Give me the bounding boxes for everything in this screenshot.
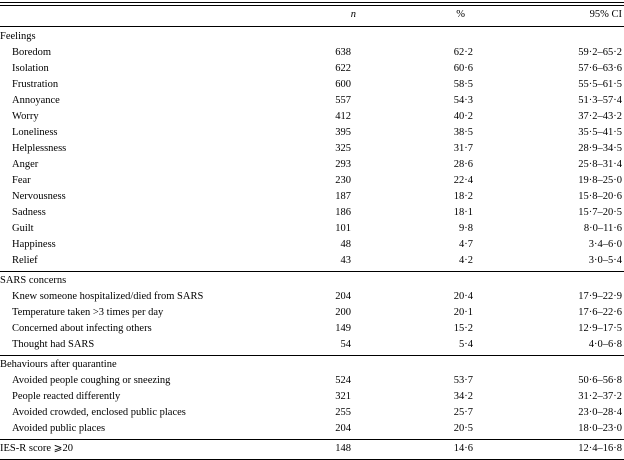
row-ci: 15·8–20·6 [578,191,622,202]
row-ci: 28·9–34·5 [578,143,622,154]
row-n: 622 [335,63,351,74]
row-ci: 19·8–25·0 [578,175,622,186]
row-percent: 53·7 [453,375,473,386]
row-percent: 22·4 [453,175,473,186]
row-ci: 17·9–22·9 [578,291,622,302]
table-row [0,45,624,61]
row-n: 325 [335,143,351,154]
row-n: 148 [335,443,351,454]
table-row [0,321,624,337]
row-ci: 12·4–16·8 [578,443,622,454]
row-percent: 18·2 [453,191,473,202]
table-row [0,173,624,189]
row-label: Relief [12,255,38,266]
row-n: 293 [335,159,351,170]
row-label: Temperature taken >3 times per day [12,307,164,318]
top-rule [0,2,624,3]
row-percent: 20·1 [453,307,473,318]
row-ci: 50·6–56·8 [578,375,622,386]
section-title: Behaviours after quarantine [0,359,117,370]
row-label: Isolation [12,63,49,74]
table-row [0,205,624,221]
row-ci: 3·4–6·0 [588,239,622,250]
row-percent: 4·2 [459,255,473,266]
row-label: Knew someone hospitalized/died from SARS [12,291,204,302]
row-ci: 3·0–5·4 [588,255,622,266]
row-percent: 4·7 [459,239,473,250]
section-heading [0,29,624,45]
section-heading [0,273,624,289]
row-percent: 5·4 [459,339,473,350]
row-n: 557 [335,95,351,106]
row-percent: 9·8 [459,223,473,234]
row-label: Worry [12,111,39,122]
row-n: 600 [335,79,351,90]
section-rule [0,355,624,356]
row-n: 204 [335,291,351,302]
table-row [0,373,624,389]
row-percent: 38·5 [453,127,473,138]
header-row [0,7,624,23]
row-label: Helplessness [12,143,67,154]
row-n: 321 [335,391,351,402]
row-label: People reacted differently [12,391,121,402]
row-label: Sadness [12,207,46,218]
row-n: 524 [335,375,351,386]
row-ci: 59·2–65·2 [578,47,622,58]
row-n: 395 [335,127,351,138]
table-row [0,405,624,421]
row-percent: 40·2 [453,111,473,122]
row-n: 54 [340,339,351,350]
table-row [0,221,624,237]
row-ci: 31·2–37·2 [578,391,622,402]
row-ci: 18·0–23·0 [578,423,622,434]
table-row [0,421,624,437]
header-rule [0,26,624,27]
section-title: Feelings [0,31,36,42]
row-label: IES-R score ⩾20 [0,443,73,454]
table-row [0,441,624,457]
row-ci: 4·0–6·8 [588,339,622,350]
row-label: Happiness [12,239,56,250]
row-ci: 23·0–28·4 [578,407,622,418]
row-n: 149 [335,323,351,334]
row-percent: 60·6 [453,63,473,74]
row-ci: 51·3–57·4 [578,95,622,106]
section-heading [0,357,624,373]
table-row [0,77,624,93]
row-ci: 25·8–31·4 [578,159,622,170]
row-ci: 15·7–20·5 [578,207,622,218]
row-label: Guilt [12,223,34,234]
header-percent: % [456,9,465,20]
table-row [0,93,624,109]
section-rule [0,271,624,272]
row-n: 230 [335,175,351,186]
row-percent: 54·3 [453,95,473,106]
section-rule [0,439,624,440]
table-row [0,125,624,141]
row-n: 255 [335,407,351,418]
table-row [0,157,624,173]
row-ci: 35·5–41·5 [578,127,622,138]
row-label: Anger [12,159,39,170]
row-n: 48 [340,239,351,250]
row-percent: 62·2 [453,47,473,58]
row-n: 204 [335,423,351,434]
header-n: n [350,9,356,20]
row-n: 412 [335,111,351,122]
row-label: Frustration [12,79,59,90]
row-percent: 31·7 [453,143,473,154]
row-n: 186 [335,207,351,218]
row-label: Avoided crowded, enclosed public places [12,407,186,418]
header-ci: 95% CI [589,9,622,20]
row-percent: 28·6 [453,159,473,170]
row-ci: 55·5–61·5 [578,79,622,90]
table-row [0,61,624,77]
row-percent: 14·6 [453,443,473,454]
row-n: 43 [340,255,351,266]
table-row [0,389,624,405]
table-row [0,289,624,305]
section-title: SARS concerns [0,275,67,286]
row-label: Nervousness [12,191,66,202]
row-percent: 20·4 [453,291,473,302]
table-row [0,109,624,125]
row-percent: 25·7 [453,407,473,418]
row-label: Loneliness [12,127,58,138]
row-ci: 17·6–22·6 [578,307,622,318]
row-percent: 20·5 [453,423,473,434]
row-n: 638 [335,47,351,58]
row-label: Thought had SARS [12,339,95,350]
row-label: Fear [12,175,31,186]
row-n: 101 [335,223,351,234]
table-row [0,253,624,269]
row-ci: 8·0–11·6 [583,223,622,234]
row-ci: 37·2–43·2 [578,111,622,122]
row-percent: 58·5 [453,79,473,90]
row-label: Boredom [12,47,52,58]
table-row [0,237,624,253]
top-rule-double [0,5,624,6]
row-label: Annoyance [12,95,60,106]
row-label: Avoided people coughing or sneezing [12,375,171,386]
table-row [0,141,624,157]
row-label: Avoided public places [12,423,106,434]
row-percent: 18·1 [453,207,473,218]
table-row [0,305,624,321]
row-n: 187 [335,191,351,202]
row-percent: 15·2 [453,323,473,334]
row-ci: 12·9–17·5 [578,323,622,334]
table-row [0,189,624,205]
row-percent: 34·2 [453,391,473,402]
table-row [0,337,624,353]
row-n: 200 [335,307,351,318]
row-label: Concerned about infecting others [12,323,152,334]
row-ci: 57·6–63·6 [578,63,622,74]
